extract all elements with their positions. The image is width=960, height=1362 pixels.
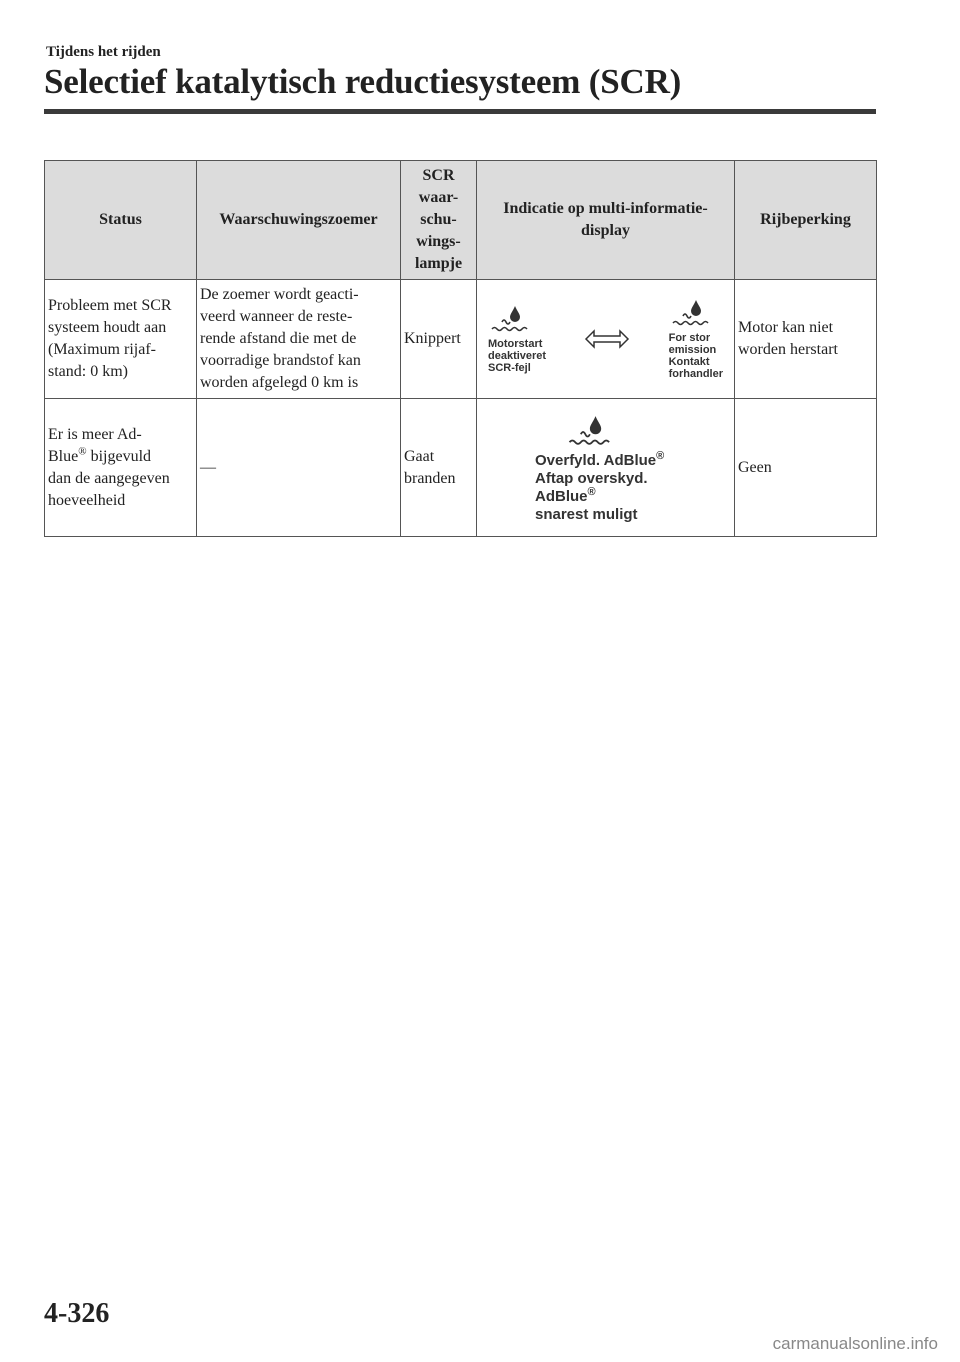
col-header-status: Status (45, 161, 197, 280)
cell-status (45, 399, 197, 537)
col-header-lamp: SCR waar- schu- wings- lampje (401, 161, 477, 280)
cell-lamp: Gaat branden (401, 399, 477, 537)
cell-restriction: Motor kan niet worden herstart (735, 280, 877, 399)
section-label: Tijdens het rijden (46, 44, 161, 60)
display-message-right: For stor emission Kontakt forhandler (668, 332, 723, 380)
cell-display (477, 399, 735, 537)
table-header-row (45, 161, 877, 280)
cell-lamp: Knippert (401, 280, 477, 399)
adblue-warning-icon (669, 298, 715, 330)
cell-buzzer: — (197, 399, 401, 537)
adblue-warning-icon (565, 412, 617, 452)
alternating-arrow-icon (584, 327, 630, 351)
status-line: bijgevuld (86, 447, 152, 465)
cell-status: Probleem met SCR systeem houdt aan (Maximum rijaf- stand: 0 km) (45, 280, 197, 399)
status-line: dan de aangegeven hoeveelheid (48, 469, 170, 509)
table-row (45, 399, 877, 537)
display-message: Overfyld. AdBlue® Aftap overskyd. AdBlue® snarest muligt (535, 449, 665, 523)
page-number: 4-326 (44, 1298, 110, 1329)
display-message-left: Motorstart deaktiveret SCR-fejl (488, 338, 547, 374)
col-header-display: Indicatie op multi-informatie- display (477, 161, 735, 280)
col-header-buzzer: Waarschuwingszoemer (197, 161, 401, 280)
adblue-warning-icon (488, 304, 534, 336)
status-line: Blue (48, 447, 79, 465)
scr-status-table (44, 160, 877, 537)
cell-display (477, 280, 735, 399)
cell-buzzer: De zoemer wordt geacti- veerd wanneer de reste- rende afstand die met de voorradige brandstof kan worden afgelegd 0 km is (197, 280, 401, 399)
cell-restriction: Geen (735, 399, 877, 537)
title-rule (44, 109, 876, 114)
registered-mark: ® (78, 445, 87, 458)
table-row (45, 280, 877, 399)
watermark: carmanualsonline.info (772, 1334, 938, 1353)
status-line: Er is meer Ad- (48, 425, 142, 443)
col-header-restriction: Rijbeperking (735, 161, 877, 280)
page-title: Selectief katalytisch reductiesysteem (SCR) (44, 62, 682, 101)
